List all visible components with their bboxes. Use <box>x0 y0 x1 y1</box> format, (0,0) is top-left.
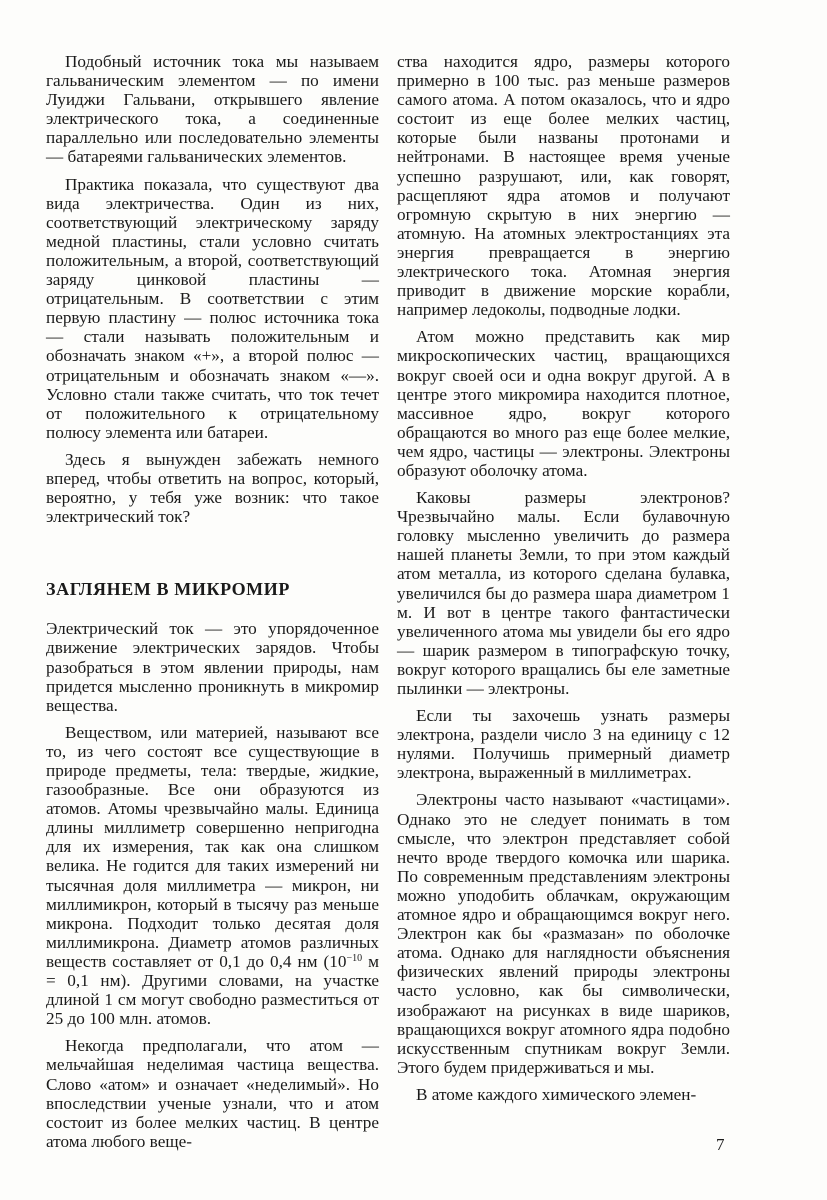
paragraph-two-kinds-electricity: Практика показала, что существуют два вида электричества. Один из них, соответствующий электрическому заряду медной пластины, стали условно считать положительным, а второй, соответствующий заряду цинковой пластины — отрицательным. В соответствии с этим первую пластину — полюс источника тока — стали называть положительным и обозначать знаком «+», а второй полюс — отрицательным и обозначать знаком «—». Условно стали также считать, что ток течет от положительного к отрицательному полюсу элемента или батареи. <box>46 174 379 442</box>
left-column <box>46 52 379 1159</box>
paragraph-matter-atoms-end: м = 0,1 нм). Другими словами, на участке длиной 1 см могут свободно разместиться от 25 до 100 млн. атомов. <box>46 951 379 1029</box>
paragraph-electron-size: Каковы размеры электронов? Чрезвычайно малы. Если булавочную головку мысленно увеличить до размера нашей планеты Земли, то при этом каждый атом металла, из которого сделана булавка, увеличился бы до размера шара диаметром 1 м. И вот в центре такого фантастически увеличенного атома мы увидели бы его ядро — шарик размером в типографскую точку, вокруг которого вращались бы еле заметные пылинки — электроны. <box>397 488 730 698</box>
paragraph-atom-indivisible: Некогда предполагали, что атом — мельчайшая неделимая частица вещества. Слово «атом» и означает «неделимый». Но впоследствии ученые узнали, что и атом состоит из более мелких частиц. В центре атома любого веще- <box>46 1036 379 1151</box>
paragraph-chemical-element: В атоме каждого химического элемен- <box>416 1084 697 1104</box>
paragraph-what-is-current: Здесь я вынужден забежать немного вперед, чтобы ответить на вопрос, который, вероятно, у тебя уже возник: что такое электрический ток? <box>46 449 379 527</box>
paragraph-galvanic-element: Подобный источник тока мы называем гальваническим элементом — по имени Луиджи Гальвани, открывшего явление электрического тока, а соединенные параллельно или последовательно элементы — батареями гальванических элементов. <box>46 52 379 167</box>
paragraph-current-definition: Электрический ток — это упорядоченное движение электрических зарядов. Чтобы разобраться в этом явлении природы, нам придется мысленно проникнуть в микромир вещества. <box>46 619 379 715</box>
paragraph-matter-atoms <box>46 723 379 1029</box>
exponent: −10 <box>346 952 363 964</box>
paragraph-electron-diameter: Если ты захочешь узнать размеры электрона, раздели число 3 на единицу с 12 нулями. Получишь примерный диаметр электрона, выраженный в миллиметрах. <box>397 706 730 783</box>
right-column <box>397 52 730 1112</box>
paragraph-nucleus: ства находится ядро, размеры которого примерно в 100 тыс. раз меньше размеров самого атома. А потом оказалось, что и ядро состоит из еще более мелких частиц, которые были названы протонами и нейтронами. В настоящее время ученые успешно разрушают, или, как говорят, расщепляют ядра атомов и получают огромную скрытую в них энергию — атомную. На атомных электростанциях эта энергия превращается в энергию электрического тока. Атомная энергия приводит в движение морские корабли, например ледоколы, подводные лодки. <box>397 52 730 320</box>
page-number: 7 <box>716 1135 725 1154</box>
paragraph-matter-atoms-text: Веществом, или материей, называют все то, из чего состоят все существующие в природе предметы, тела: твердые, жидкие, газообразные. Все они образуются из атомов. Атомы чрезвычайно малы. Единица длины миллиметр совершенно непригодна для их измерения, так как она слишком велика. Не годится для таких измерений ни тысячная доля миллиметра — микрон, ни миллимикрон, который в тысячу раз меньше микрона. Подходит только десятая доля миллимикрона. Диаметр атомов различных веществ составляет от 0,1 до 0,4 нм (10 <box>46 722 379 971</box>
section-heading: ЗАГЛЯНЕМ В МИКРОМИР <box>46 579 290 600</box>
paragraph-electron-cloud: Электроны часто называют «частицами». Однако это не следует понимать в том смысле, что электрон представляет собой нечто вроде твердого комочка или шарика. По современным представлениям электроны можно уподобить облачкам, окружающим атомное ядро и обращающимся вокруг него. Электрон как бы «размазан» по оболочке атома. Однако для наглядности объяснения физических явлений природы электроны часто условно, как бы символически, изображают на рисунках в виде шариков, вращающихся вокруг атомного ядра подобно искусственным спутникам вокруг Земли. Этого будем придерживаться и мы. <box>397 790 730 1077</box>
paragraph-microworld: Атом можно представить как мир микроскопических частиц, вращающихся вокруг своей оси и одна вокруг другой. А в центре этого микромира находится плотное, массивное ядро, вокруг которого обращаются во много раз еще более мелкие, чем ядро, частицы — электроны. Электроны образуют оболочку атома. <box>397 327 730 480</box>
